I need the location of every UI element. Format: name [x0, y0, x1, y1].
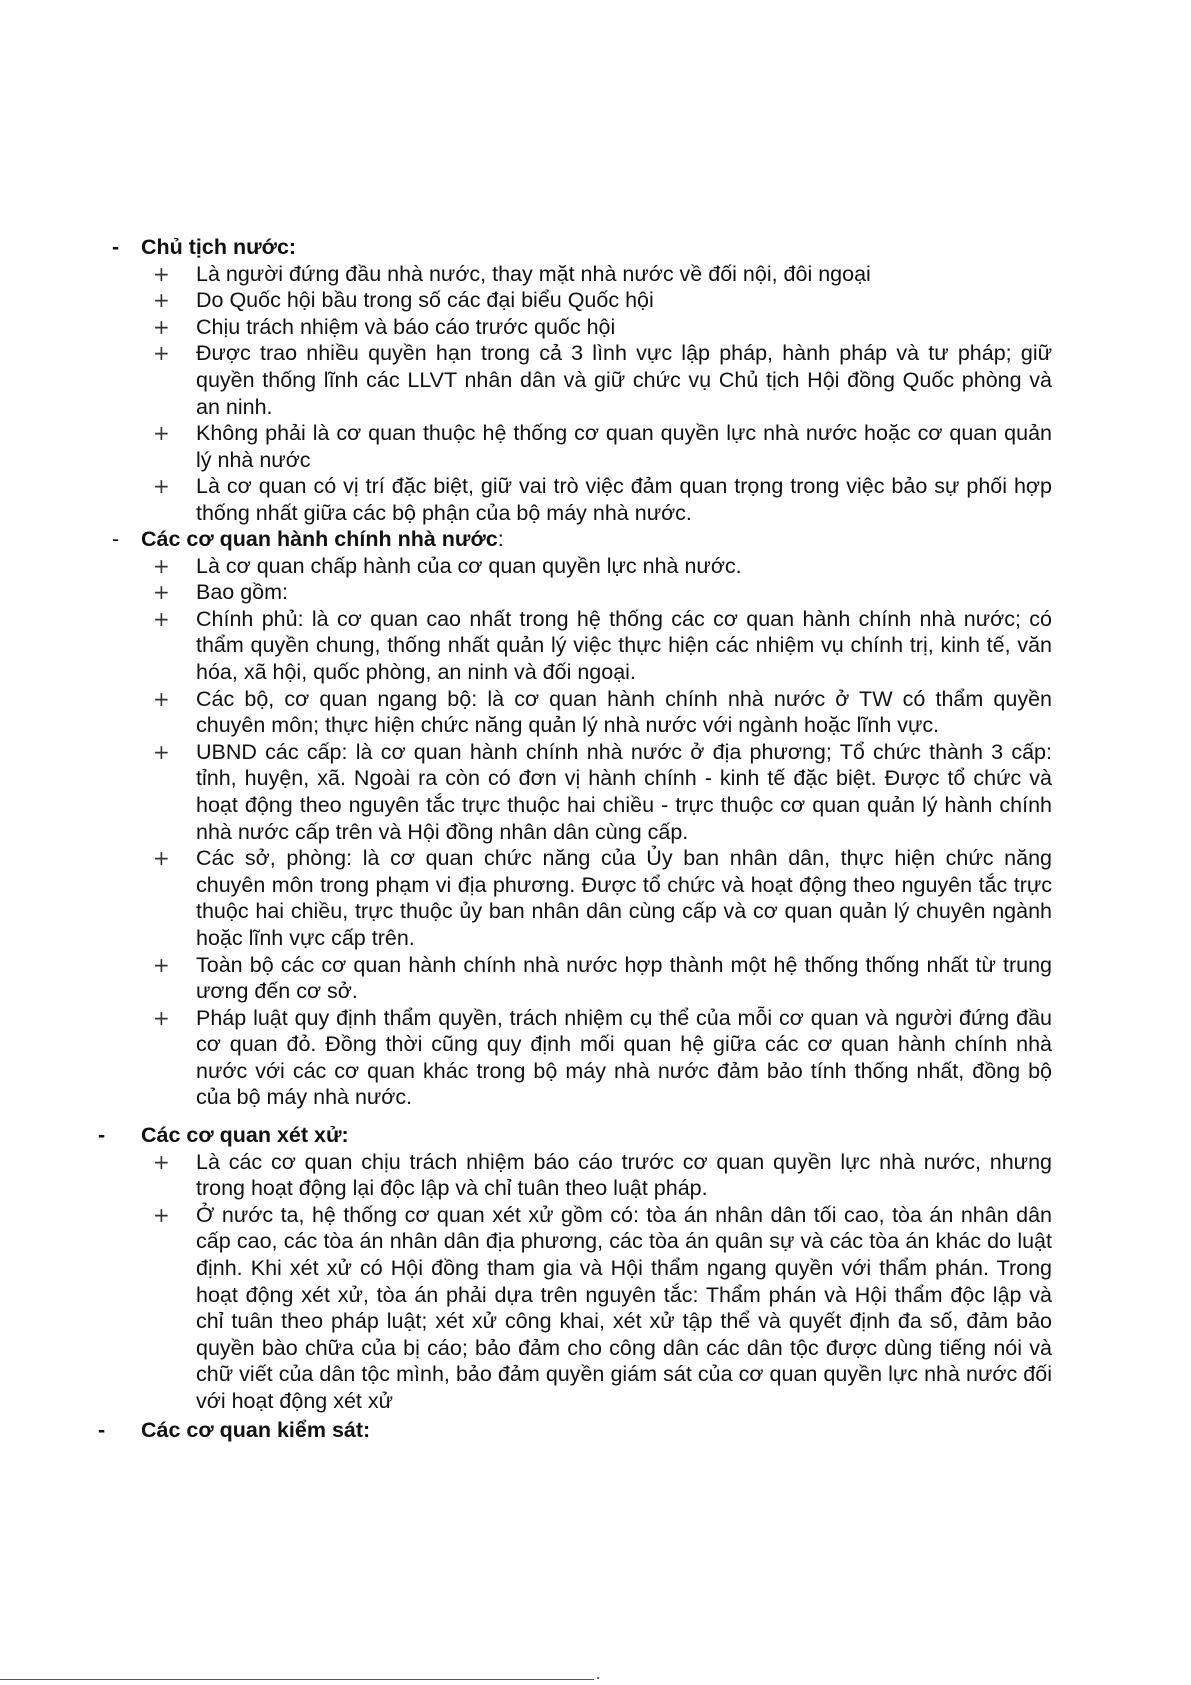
plus-bullet-icon: +	[153, 553, 170, 578]
dash-marker: -	[98, 1418, 106, 1442]
section-co-quan-xet-xu	[0, 1122, 1052, 1415]
list-item-text: Là người đứng đầu nhà nước, thay mặt nhà nước về đối nội, đôi ngoại	[196, 261, 871, 286]
plus-bullet-icon: +	[153, 846, 170, 871]
section-heading	[0, 1417, 370, 1444]
plus-bullet-icon: +	[153, 314, 170, 339]
plus-bullet-icon: +	[153, 341, 170, 366]
section-heading	[0, 1122, 1052, 1149]
section-heading	[0, 526, 1052, 553]
plus-bullet-icon: +	[153, 580, 170, 605]
dash-marker: -	[112, 527, 120, 551]
list-item-text: Các sở, phòng: là cơ quan chức năng của Ủy ban nhân dân, thực hiện chức năng chuyên môn trong phạm vi địa phương. Được tổ chức và hoạt động theo nguyên tắc trực thuộc hai chiều, trực thuộc ủy ban nhân dân cùng cấp và cơ quan quản lý chuyên ngành hoặc lĩnh vực cấp trên.	[196, 846, 1052, 950]
list-item	[0, 579, 1052, 606]
bullet-list	[0, 261, 1052, 527]
section-co-quan-kiem-sat	[0, 1417, 370, 1444]
dash-marker: -	[98, 1123, 106, 1147]
list-item-text: Toàn bộ các cơ quan hành chính nhà nước hợp thành một hệ thống thống nhất từ trung ương đến cơ sở.	[196, 952, 1052, 1004]
list-item-text: Các bộ, cơ quan ngang bộ: là cơ quan hành chính nhà nước ở TW có thẩm quyền chuyên môn; thực hiện chức năng quản lý nhà nước với ngành hoặc lĩnh vực.	[196, 686, 1052, 738]
footer-dot	[597, 1677, 599, 1679]
list-item	[0, 845, 1052, 951]
list-item-text: Là các cơ quan chịu trách nhiệm báo cáo trước cơ quan quyền lực nhà nước, nhưng trong hoạt động lại độc lập và chỉ tuân theo luật pháp.	[196, 1149, 1052, 1201]
plus-bullet-icon: +	[153, 288, 170, 313]
plus-bullet-icon: +	[153, 686, 170, 711]
plus-bullet-icon: +	[153, 1202, 170, 1227]
list-item	[0, 261, 1052, 288]
section-title: Chủ tịch nước:	[141, 235, 297, 259]
footer-rule	[0, 1679, 594, 1680]
dash-marker: -	[112, 235, 120, 259]
list-item-text: Pháp luật quy định thẩm quyền, trách nhiệm cụ thể của mỗi cơ quan và người đứng đầu cơ quan đỏ. Đồng thời cũng quy định mối quan hệ giữa các cơ quan hành chính nhà nước với các cơ quan khác trong bộ máy nhà nước đảm bảo tính thống nhất, đồng bộ của bộ máy nhà nước.	[196, 1005, 1052, 1110]
list-item	[0, 1005, 1052, 1111]
list-item-text: Không phải là cơ quan thuộc hệ thống cơ quan quyền lực nhà nước hoặc cơ quan quản lý nhà nước	[196, 421, 1052, 472]
list-item	[0, 340, 1052, 420]
list-item-text: Là cơ quan có vị trí đặc biệt, giữ vai trò việc đảm quan trọng trong việc bảo sự phối hợp thống nhất giữa các bộ phận của bộ máy nhà nước.	[196, 474, 1052, 525]
list-item-text: Bao gồm:	[196, 580, 289, 605]
list-item	[0, 686, 1052, 739]
section-co-quan-hanh-chinh	[0, 526, 1052, 1111]
plus-bullet-icon: +	[153, 606, 170, 631]
plus-bullet-icon: +	[153, 474, 170, 499]
section-heading	[0, 234, 1052, 261]
section-title-suffix: :	[497, 527, 504, 551]
list-item	[0, 1149, 1052, 1202]
section-chu-tich-nuoc	[0, 234, 1052, 527]
list-item	[0, 314, 1052, 341]
list-item	[0, 473, 1052, 526]
list-item	[0, 287, 1052, 314]
section-title: Các cơ quan hành chính nhà nước	[141, 527, 498, 551]
plus-bullet-icon: +	[153, 739, 170, 764]
plus-bullet-icon: +	[153, 421, 170, 446]
plus-bullet-icon: +	[153, 1005, 170, 1030]
list-item-text: Là cơ quan chấp hành của cơ quan quyền lực nhà nước.	[196, 553, 742, 578]
list-item-text: Do Quốc hội bầu trong số các đại biểu Quốc hội	[196, 288, 654, 313]
list-item	[0, 739, 1052, 845]
list-item	[0, 553, 1052, 580]
section-title: Các cơ quan xét xử:	[141, 1123, 349, 1147]
section-title: Các cơ quan kiểm sát:	[141, 1418, 371, 1442]
list-item	[0, 420, 1052, 473]
list-item	[0, 1202, 1052, 1415]
list-item-text: Chính phủ: là cơ quan cao nhất trong hệ thống các cơ quan hành chính nhà nước; có thẩm quyền chung, thống nhất quản lý việc thực hiện các nhiệm vụ chính trị, kinh tế, văn hóa, xã hội, quốc phòng, an ninh và đối ngoại.	[196, 606, 1052, 684]
plus-bullet-icon: +	[153, 1149, 170, 1174]
list-item-text: Ở nước ta, hệ thống cơ quan xét xử gồm có: tòa án nhân dân tối cao, tòa án nhân dân cấp cao, các tòa án nhân dân địa phương, các tòa án quân sự và các tòa án khác do luật định. Khi xét xử có Hội đồng tham gia và Hội thẩm ngang quyền với thẩm phán. Trong hoạt động xét xử, tòa án phải dựa trên nguyên tắc: Thẩm phán và Hội thẩm độc lập và chỉ tuân theo pháp luật; xét xử công khai, xét xử tập thể và quyết định đa số, đảm bảo quyền bào chữa của bị cáo; bảo đảm cho công dân các dân tộc được dùng tiếng nói và chữ viết của dân tộc mình, bảo đảm quyền giám sát của cơ quan quyền lực nhà nước đối với hoạt động xét xử	[196, 1202, 1052, 1413]
plus-bullet-icon: +	[153, 261, 170, 286]
bullet-list	[0, 1149, 1052, 1415]
plus-bullet-icon: +	[153, 952, 170, 977]
list-item	[0, 952, 1052, 1005]
list-item-text: Chịu trách nhiệm và báo cáo trước quốc hội	[196, 314, 616, 339]
list-item-text: UBND các cấp: là cơ quan hành chính nhà nước ở địa phương; Tổ chức thành 3 cấp: tỉnh, huyện, xã. Ngoài ra còn có đơn vị hành chính - kinh tế đặc biệt. Được tổ chức và hoạt động theo nguyên tắc trực thuộc hai chiều - trực thuộc cơ quan quản lý hành chính nhà nước cấp trên và Hội đồng nhân dân cùng cấp.	[196, 739, 1052, 844]
list-item-text: Được trao nhiều quyền hạn trong cả 3 lình vực lập pháp, hành pháp và tư pháp; giữ quyền thống lĩnh các LLVT nhân dân và giữ chức vụ Chủ tịch Hội đồng Quốc phòng và an ninh.	[196, 341, 1052, 419]
list-item	[0, 606, 1052, 686]
bullet-list	[0, 553, 1052, 1111]
